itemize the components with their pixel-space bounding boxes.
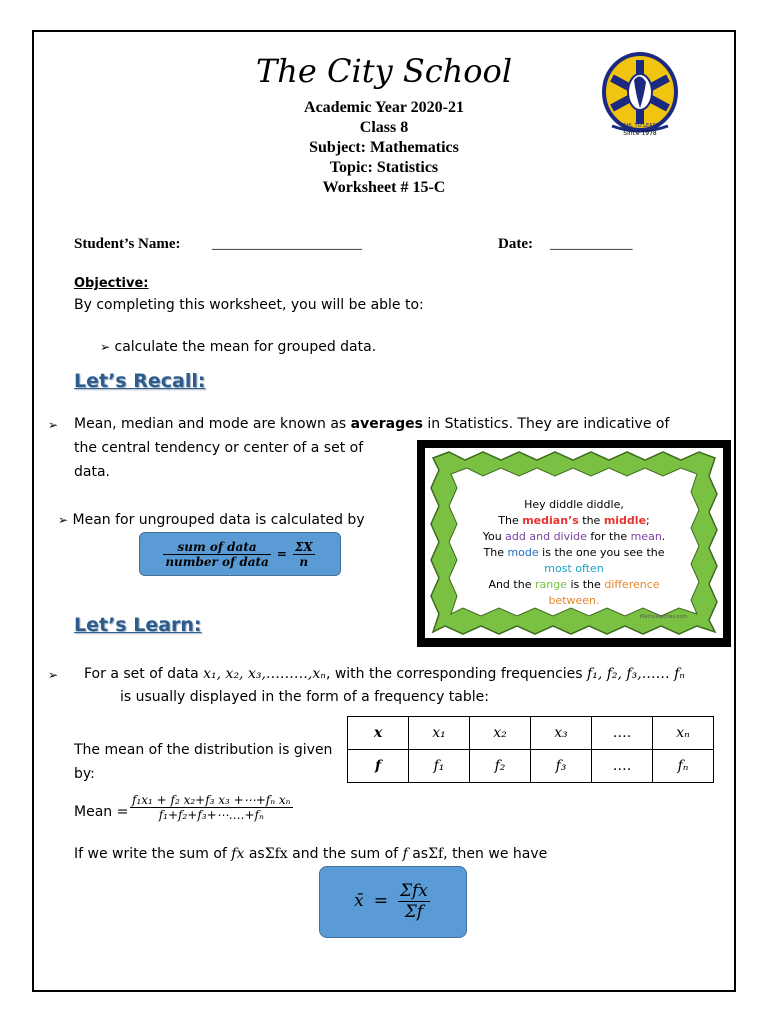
formula-denominator: number of data — [165, 554, 269, 569]
table-cell: x₂ — [470, 717, 531, 750]
table-cell: f₁ — [409, 750, 470, 783]
formula-right-numerator: ΣX — [294, 539, 313, 554]
bullet-arrow-icon: ➢ — [48, 668, 59, 682]
formula-right-denominator: n — [299, 554, 309, 569]
worksheet-number: Worksheet # 15-C — [322, 179, 446, 196]
ungrouped-text: Mean for ungrouped data is calculated by — [72, 512, 365, 528]
table-cell: fₙ — [653, 750, 714, 783]
distribution-line1: The mean of the distribution is given — [74, 742, 333, 758]
grouped-mean-fraction — [398, 881, 430, 922]
recall-heading: Let’s Recall: — [74, 370, 206, 392]
logo-motto: TAHL TO LEARN — [620, 123, 660, 129]
table-cell: f₃ — [531, 750, 592, 783]
formula-fraction — [163, 540, 271, 569]
learn-heading: Let’s Learn: — [74, 614, 202, 636]
learn-line2: is usually displayed in the form of a frequency table: — [120, 689, 489, 705]
ungrouped-formula — [139, 533, 339, 575]
poem-line: The mode is the one you see the — [483, 546, 665, 559]
learn-line1 — [84, 666, 724, 682]
date-label: Date: — [498, 236, 533, 252]
mean-formula — [130, 793, 293, 822]
class-line: Class 8 — [359, 119, 409, 136]
poem-line: The median’s the middle; — [498, 514, 650, 527]
table-row — [348, 750, 714, 783]
poem-credit: MathsTeaches.com — [640, 614, 688, 620]
poem-line: Hey diddle diddle, — [524, 498, 624, 511]
objective-bullet-text: calculate the mean for grouped data. — [114, 339, 377, 355]
bullet-arrow-icon: ➢ — [100, 340, 111, 354]
mean-denominator: f₁+f₂+f₃+⋯….+fₙ — [158, 808, 264, 822]
distribution-line2: by: — [74, 766, 95, 782]
objective-intro: By completing this worksheet, you will be able to: — [74, 297, 424, 313]
formula-right-fraction — [293, 540, 315, 569]
recall-paragraph-line1 — [74, 416, 669, 432]
mean-fraction — [130, 793, 293, 822]
formula-numerator: sum of data — [163, 540, 271, 555]
bullet-arrow-icon: ➢ — [58, 513, 69, 527]
table-cell: f₂ — [470, 750, 531, 783]
bullet-arrow-icon: ➢ — [48, 418, 59, 432]
poem-line: You add and divide for the mean. — [482, 530, 666, 543]
subject-line: Subject: Mathematics — [309, 139, 459, 156]
mean-symbol: x̄ — [354, 891, 364, 911]
learn-text: , with the corresponding frequencies — [325, 666, 588, 682]
table-cell: …. — [592, 717, 653, 750]
student-name-label: Student’s Name: — [74, 236, 181, 252]
table-cell: x₁ — [409, 717, 470, 750]
objective-title: Objective: — [74, 276, 149, 291]
averages-term: averages — [350, 416, 423, 432]
poem-line: And the range is the difference — [488, 578, 660, 591]
learn-text: For a set of data — [84, 666, 204, 682]
table-cell: …. — [592, 750, 653, 783]
table-cell: x₃ — [531, 717, 592, 750]
objective-bullet — [100, 339, 376, 355]
data-sequence: x₁, x₂, x₃,………,xₙ — [203, 666, 326, 682]
recall-text: in Statistics. They are indicative of — [422, 416, 670, 432]
table-cell: f — [348, 750, 409, 783]
poem-line: between. — [548, 594, 600, 607]
frequency-table — [347, 716, 714, 783]
table-row — [348, 717, 714, 750]
poem-text — [425, 497, 723, 609]
topic-line: Topic: Statistics — [329, 159, 439, 176]
recall-paragraph-line3: data. — [74, 464, 110, 480]
table-cell: x — [348, 717, 409, 750]
table-cell: xₙ — [653, 717, 714, 750]
sum-line: If we write the sum of fx asΣfx and the sum of f asΣf, then we have — [74, 846, 548, 862]
grouped-mean-formula — [319, 866, 465, 936]
mean-numerator: f₁x₁ + f₂ x₂+f₃ x₃ +⋯+fₙ xₙ — [132, 793, 291, 807]
recall-paragraph-line2: the central tendency or center of a set of — [74, 440, 364, 456]
grouped-mean-denominator: Σf — [404, 901, 424, 922]
poem-line: most often — [544, 562, 604, 575]
formula-equals: = — [373, 891, 388, 911]
date-blank[interactable]: ___________ — [550, 236, 633, 252]
academic-year: Academic Year 2020-21 — [304, 99, 464, 116]
student-name-blank[interactable]: ____________________ — [212, 236, 362, 252]
frequency-sequence: f₁, f₂, f₃,…… fₙ — [587, 666, 685, 682]
school-title: The City School — [255, 52, 513, 90]
recall-text: Mean, median and mode are known as — [74, 416, 351, 432]
ungrouped-line — [58, 512, 365, 528]
grouped-mean-numerator: Σfx — [399, 880, 428, 901]
logo-caption: Since 1978 — [623, 130, 657, 137]
formula-equals: = — [276, 547, 287, 561]
mean-label: Mean = — [74, 804, 129, 820]
